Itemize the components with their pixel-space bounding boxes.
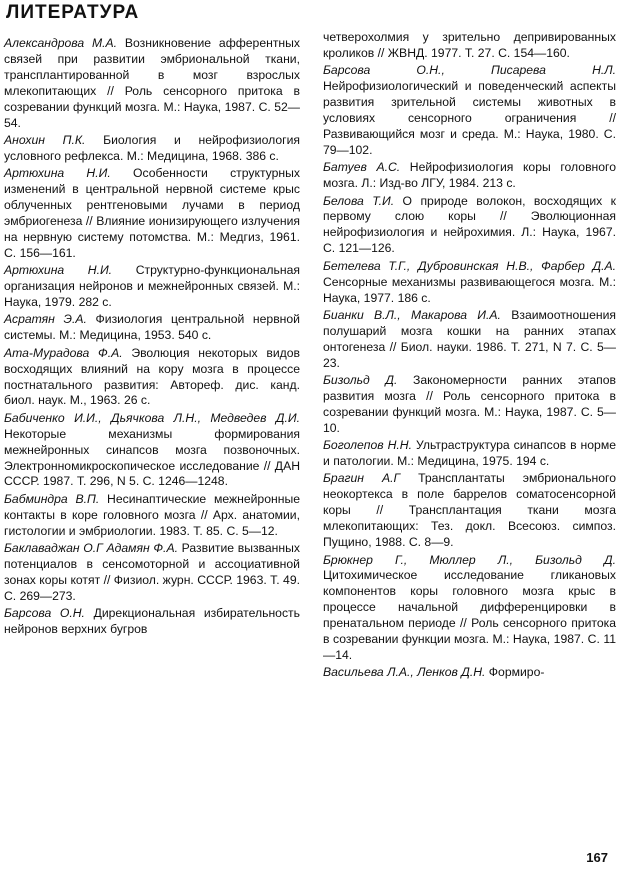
reference-text: Сенсорные механизмы развивающегося мозга. М.: Наука, 1977. 186 с.: [323, 274, 616, 305]
reference-author: Васильева Л.А., Ленков Д.Н.: [323, 665, 486, 680]
reference-entry: [323, 194, 616, 258]
reference-text: О природе волокон, восходящих к первому слою коры // Эволюционная нейрофизиология и нейрохимия. Л.: Наука, 1967. С. 121—126.: [323, 193, 616, 256]
reference-text: Формиро-: [488, 665, 545, 680]
reference-entry: [4, 606, 300, 638]
reference-entry: [4, 492, 300, 540]
reference-entry: [323, 259, 616, 307]
reference-text: Эволюция некоторых видов восходящих влияний на кору мозга в процессе постнатального развития: Автореф. дис. канд. биол. наук. М., 1963. 26 с.: [4, 345, 300, 408]
reference-entry: [323, 665, 616, 681]
reference-author: Ата-Мурадова Ф.А.: [4, 345, 123, 360]
reference-entry: [323, 553, 616, 664]
reference-entry: [323, 373, 616, 437]
reference-entry: [4, 133, 300, 165]
reference-text: Несинаптические межнейронные контакты в коре головного мозга // Арх. анатомии, гистологии и эмбриологии. 1983. Т. 85. С. 5—12.: [4, 491, 300, 538]
reference-text: Трансплантаты эмбрионального неокортекса в поле баррелов соматосенсорной коры // Трансплантация ткани мозга млекопитающих: Тез. докл. Всесоюз. симпоз. Пущино, 1988. С. 8—9.: [323, 471, 617, 550]
reference-entry: [4, 411, 300, 491]
reference-author: Анохин П.К.: [4, 132, 86, 147]
reference-text: Закономерности ранних этапов развития мозга // Роль сенсорного притока в созревании функций мозга. М.: Наука, 1987. С. 5—10.: [323, 373, 616, 435]
reference-author: Боголепов Н.Н.: [323, 438, 412, 453]
reference-entry: [323, 471, 616, 551]
reference-author: Асратян Э.А.: [4, 312, 87, 327]
reference-author: Артюхина Н.И.: [4, 166, 111, 181]
reference-text: Биология и нейрофизиология условного рефлекса. М.: Медицина, 1968. 386 с.: [4, 132, 300, 163]
reference-author: Бианки В.Л., Макарова И.А.: [323, 307, 501, 322]
reference-author: Бабминдра В.П.: [4, 491, 100, 506]
reference-entry: [4, 312, 300, 344]
reference-entry: [4, 263, 300, 311]
reference-author: Батуев А.С.: [323, 160, 401, 175]
reference-entry: [4, 541, 300, 605]
reference-author: Бизольд Д.: [323, 373, 398, 388]
reference-text: Некоторые механизмы формирования межнейронных синапсов мозга позвоночных. Электронномикроскопическое исследование // ДАН СССР. 1987. Т. 296, N 5. С. 1246—1248.: [4, 426, 300, 489]
page-number: 167: [586, 850, 608, 865]
reference-author: Брагин А.Г: [323, 471, 401, 486]
reference-text: Цитохимическое исследование гликановых компонентов коры головного мозга крыс в процессе начальной дифференцировки в пренатальном периоде // Роль сенсорного притока в созревании функции мозга. М.: Наука, 1987. С. 11—14.: [323, 568, 616, 662]
reference-continuation: четверохолмия у зрительно депривированных кроликов // ЖВНД. 1977. Т. 27. С. 154—160.: [323, 30, 616, 60]
page-heading: ЛИТЕРАТУРА: [6, 2, 140, 23]
reference-author: Бетелева Т.Г., Дубровинская Н.В., Фарбер Д.А.: [323, 258, 616, 273]
reference-author: Баклаваджан О.Г Адамян Ф.А.: [4, 541, 178, 556]
reference-text: Взаимоотношения полушарий мозга кошки на ранних этапах онтогенеза // Биол. науки. 1986. Т. 271, N 7. С. 5—23.: [323, 307, 616, 370]
reference-author: Артюхина Н.И.: [4, 263, 113, 278]
reference-text: Ультраструктура синапсов в норме и патологии. М.: Медицина, 1975. 194 с.: [323, 438, 616, 469]
reference-text: Возникновение афферентных связей при развитии эмбриональной ткани, трансплантированной в мозг взрослых млекопитающих // Роль сенсорного притока в созревании функций мозга. М.: Наука, 1987. С. 52—54.: [4, 36, 300, 130]
reference-author: Бабиченко И.И., Дьячкова Л.Н., Медведев Д.И.: [4, 410, 300, 425]
reference-text: Структурно-функциональная организация нейронов и межнейронных связей. М.: Наука, 1979. 282 с.: [4, 263, 300, 309]
reference-author: Александрова М.А.: [4, 36, 118, 50]
reference-author: Барсова О.Н., Писарева Н.Л.: [323, 63, 616, 78]
right-column: [323, 30, 616, 683]
reference-entry: [4, 346, 300, 410]
reference-text: Физиология центральной нервной системы. М.: Медицина, 1953. 540 с.: [4, 312, 300, 343]
reference-text: Нейрофизиологический и поведенческий аспекты развития зрительной системы животных в условиях сенсорного ограничения // Развивающийся мозг и среда. М.: Наука, 1980. С. 79—102.: [323, 79, 616, 157]
reference-text: Дирекциональная избирательность нейронов верхних бугров: [4, 606, 300, 637]
reference-entry: [323, 160, 616, 192]
reference-author: Барсова О.Н.: [4, 606, 85, 621]
reference-author: Брюкнер Г., Мюллер Л., Бизольд Д.: [323, 552, 616, 567]
reference-entry: [323, 63, 616, 158]
reference-entry: [4, 166, 300, 261]
reference-text: Развитие вызванных потенциалов в сенсомоторной и ассоциативной зонах коры котят // Физиол. журн. СССР. 1963. Т. 49. С. 269—273.: [4, 541, 300, 603]
reference-text: Особенности структурных изменений в центральной нервной системе крыс облученных рентгеновыми лучами в период эмбриогенеза // Влияние ионизирующего излучения на нервную систему потомства. М.: Медгиз, 1961. С. 156—161.: [4, 166, 301, 260]
reference-entry: [4, 36, 300, 131]
reference-author: Белова Т.И.: [323, 193, 395, 208]
reference-text: Нейрофизиология коры головного мозга. Л.: Изд-во ЛГУ, 1984. 213 с.: [323, 160, 617, 191]
left-column: [4, 36, 300, 640]
reference-entry: [323, 438, 616, 470]
reference-entry: [323, 308, 616, 372]
